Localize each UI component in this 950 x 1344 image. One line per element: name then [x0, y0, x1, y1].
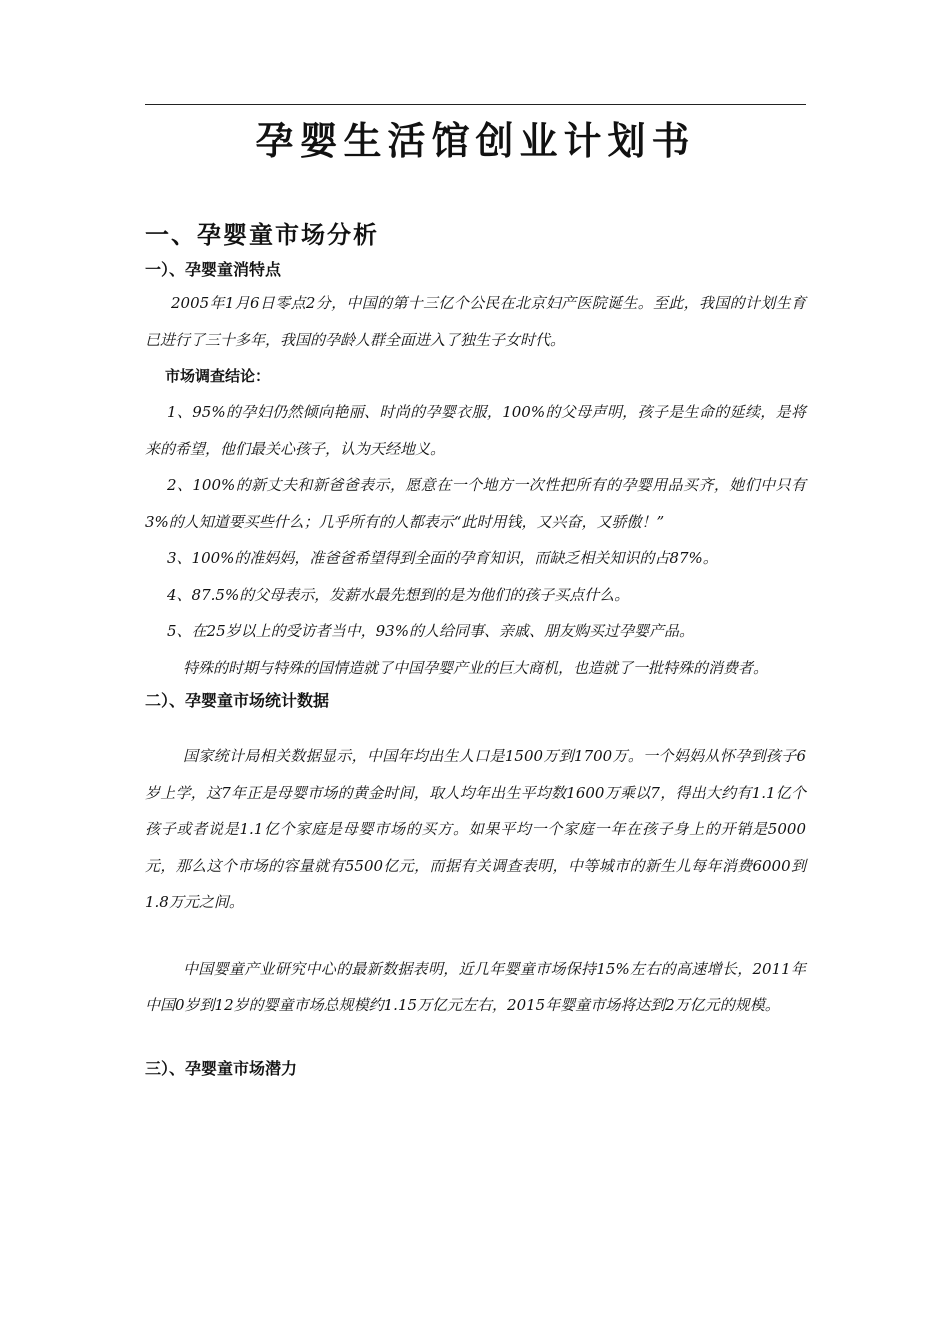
finding-item-1: 1、95%的孕妇仍然倾向艳丽、时尚的孕婴衣服，100%的父母声明，孩子是生命的延续，是将来的希望，他们最关心孩子，认为天经地义。 [145, 403, 806, 458]
finding-item-3: 3、100%的准妈妈，准爸爸希望得到全面的孕育知识，而缺乏相关知识的占87%。 [167, 549, 718, 567]
intro-paragraph: 2005年1月6日零点2分，中国的第十三亿个公民在北京妇产医院诞生。至此，我国的计划生育已进行了三十多年，我国的孕龄人群全面进入了独生子女时代。 [145, 294, 806, 349]
subsection-heading-consumption-features: 一）、孕婴童消特点 [145, 260, 282, 279]
finding-item-5: 5、在25岁以上的受访者当中，93%的人给同事、亲戚、朋友购买过孕婴产品。 [167, 622, 694, 640]
finding-item-4: 4、87.5%的父母表示，发薪水最先想到的是为他们的孩子买点什么。 [167, 585, 630, 604]
survey-label: 市场调查结论： [165, 367, 271, 385]
subsection-heading-market-potential: 三）、孕婴童市场潜力 [145, 1058, 298, 1078]
subsection-heading-statistics: 二）、孕婴童市场统计数据 [145, 691, 330, 710]
conclusion-paragraph: 特殊的时期与特殊的国情造就了中国孕婴产业的巨大商机，也造就了一批特殊的消费者。 [183, 658, 769, 677]
header-rule [145, 104, 806, 105]
finding-item-2: 2、100%的新丈夫和新爸爸表示，愿意在一个地方一次性把所有的孕婴用品买齐，她们中只有3%的人知道要买些什么；几乎所有的人都表示“此时用钱，又兴奋，又骄傲！” [145, 476, 806, 531]
statistics-paragraph-2: 中国婴童产业研究中心的最新数据表明，近几年婴童市场保持15%左右的高速增长，2011年中国0岁到12岁的婴童市场总规模约1.15万亿元左右，2015年婴童市场将达到2万亿元的规模。 [145, 959, 806, 1014]
section-heading-market-analysis: 一、孕婴童市场分析 [145, 220, 379, 249]
statistics-paragraph-1: 国家统计局相关数据显示，中国年均出生人口是1500万到1700万。一个妈妈从怀孕到孩子6岁上学，这7年正是母婴市场的黄金时间，取人均年出生平均数1600万乘以7，得出大约有1.1亿个孩子或者说是1.1亿个家庭是母婴市场的买方。如果平均一个家庭一年在孩子身上的开销是5000元，那么这个市场的容量就有5500亿元，而据有关调查表明，中等城市的新生儿每年消费6000到1.8万元之间。 [145, 747, 806, 911]
document-body [145, 215, 806, 1084]
document-title: 孕婴生活馆创业计划书 [255, 118, 696, 163]
